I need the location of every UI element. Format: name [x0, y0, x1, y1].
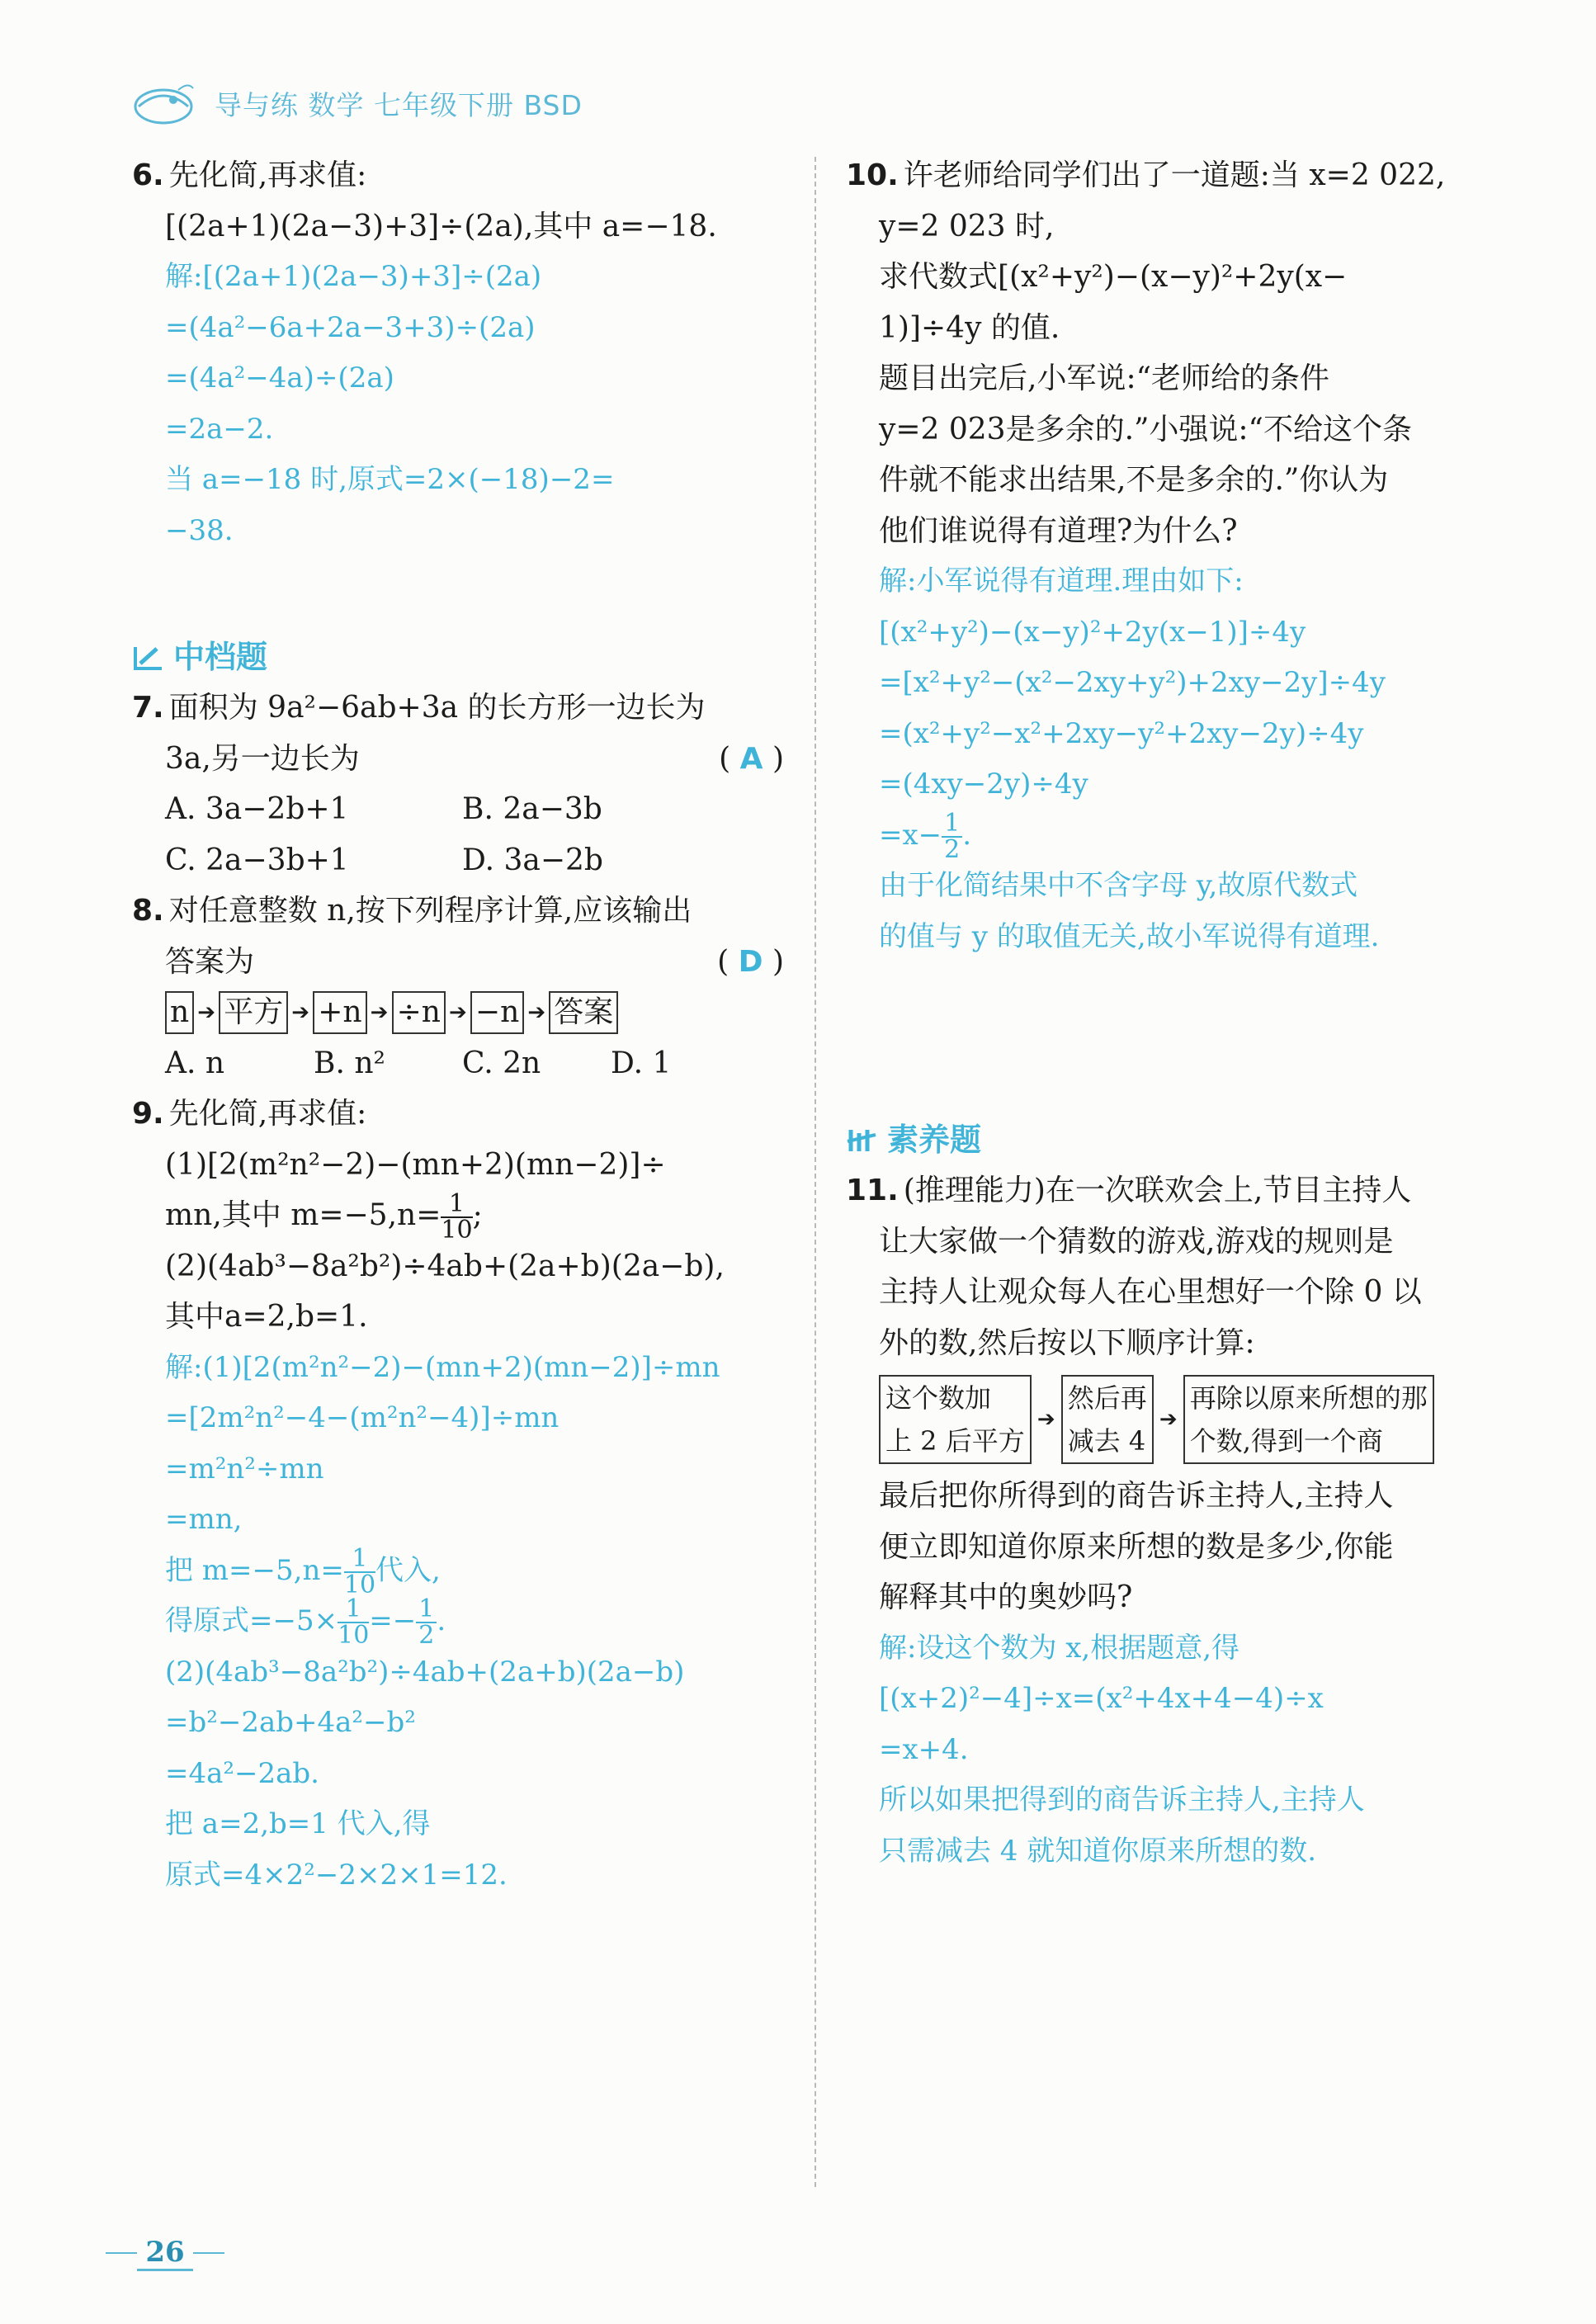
q8-line: 答案为 ( D ): [132, 937, 784, 988]
option: A. 3a−2b+1: [165, 792, 349, 826]
option: D. 1: [611, 1046, 672, 1080]
q10-conclusion-line: 的值与 y 的取值无关,故小军说得有道理.: [879, 919, 1380, 953]
q6-line: [(2a+1)(2a−3)+3]÷(2a),其中 a=−18.: [165, 209, 717, 243]
q6-line: 6. 先化简,再求值:: [132, 158, 367, 192]
pencil-icon: [132, 642, 165, 672]
fraction: $\frac{1}{10}$: [343, 1543, 376, 1599]
q11-line: 11. (推理能力)在一次联欢会上,节目主持人: [846, 1174, 1412, 1207]
q10-line: y=2 023是多余的.”小强说:“不给这个条: [879, 412, 1412, 446]
q6-solution-line: 当 a=−18 时,原式=2×(−18)−2=: [165, 463, 615, 496]
q10-solution-line: =x− $\frac{1}{2}$ .: [879, 808, 972, 864]
fraction: $\frac{1}{2}$: [416, 1597, 437, 1648]
q10-solution-line: =(4xy−2y)÷4y: [879, 768, 1088, 801]
q9-solution-line: 得原式=−5× $\frac{1}{10}$ =− $\frac{1}{2}$ .: [165, 1594, 446, 1650]
q7-line: 7. 面积为 9a²−6ab+3a 的长方形一边长为: [132, 691, 706, 725]
q8-flowchart: [132, 987, 784, 1038]
arrow-right-icon: ➔: [1036, 1407, 1055, 1432]
q9-line: (2)(4ab³−8a²b²)÷4ab+(2a+b)(2a−b),: [165, 1249, 725, 1283]
q11-number: 11.: [846, 1174, 899, 1207]
right-column: [846, 150, 1498, 1877]
arrow-right-icon: ➔: [370, 999, 389, 1025]
q6-solution-line: =(4a²−4a)÷(2a): [165, 361, 394, 394]
option: D. 3a−2b: [462, 843, 603, 877]
option: A. n: [165, 1046, 225, 1080]
q9-solution-line: (2)(4ab³−8a²b²)÷4ab+(2a+b)(2a−b): [165, 1655, 685, 1689]
q10-solution-line: [(x²+y²)−(x−y)²+2y(x−1)]÷4y: [879, 615, 1306, 649]
q10-solution-line: =(x²+y²−x²+2xy−y²+2xy−2y)÷4y: [879, 716, 1364, 750]
q6-solution-line: =2a−2.: [165, 412, 274, 446]
q9-solution-line: =[2m²n²−4−(m²n²−4)]÷mn: [165, 1401, 560, 1434]
q8-options: [132, 1038, 784, 1089]
q7-number: 7.: [132, 691, 164, 725]
q11-solution-line: [(x+2)²−4]÷x=(x²+4x+4−4)÷x: [879, 1682, 1324, 1715]
q9-line: (1)[2(m²n²−2)−(mn+2)(mn−2)]÷: [165, 1147, 666, 1182]
q9-solution-line: 把 m=−5,n= $\frac{1}{10}$ 代入,: [165, 1543, 441, 1599]
q11-flowchart: [846, 1375, 1498, 1464]
q11-line: 最后把你所得到的商告诉主持人,主持人: [879, 1479, 1394, 1513]
q11-line: 解释其中的奥妙吗?: [879, 1580, 1133, 1614]
q10-number: 10.: [846, 158, 899, 192]
arrow-right-icon: ➔: [197, 999, 216, 1025]
column-divider: [815, 157, 816, 2187]
q6-solution-line: =(4a²−6a+2a−3+3)÷(2a): [165, 310, 536, 344]
header: [130, 74, 583, 132]
q11-line: 外的数,然后按以下顺序计算:: [879, 1325, 1255, 1360]
q10-line: y=2 023 时,: [879, 209, 1055, 243]
q7-options: [132, 784, 784, 835]
q10-solution-line: =[x²+y²−(x²−2xy+y²)+2xy−2y]÷4y: [879, 666, 1386, 699]
flow-box: 然后再 减去 4: [1061, 1375, 1154, 1464]
q11-solution-line: 解:设这个数为 x,根据题意,得: [879, 1631, 1240, 1665]
q11-solution-line: 只需减去 4 就知道你原来所想的数.: [879, 1834, 1317, 1868]
section-mid-heading: 中档题: [132, 632, 784, 683]
flow-box: n: [165, 991, 194, 1034]
option: B. n²: [314, 1046, 385, 1080]
q9-solution-line: 解:(1)[2(m²n²−2)−(mn+2)(mn−2)]÷mn: [165, 1350, 720, 1384]
q6-number: 6.: [132, 158, 164, 192]
q11-line: 让大家做一个猜数的游戏,游戏的规则是: [879, 1224, 1394, 1259]
q9-solution-line: =4a²−2ab.: [165, 1756, 319, 1790]
q9-solution-line: =m²n²÷mn: [165, 1452, 324, 1486]
book-logo-icon: [130, 78, 196, 128]
page-number: 26: [99, 2228, 231, 2278]
q11-solution-line: 所以如果把得到的商告诉主持人,主持人: [879, 1783, 1365, 1816]
q7-answer: A: [739, 741, 763, 776]
q11-line: 便立即知道你原来所想的数是多少,你能: [879, 1529, 1394, 1564]
flow-box: ÷n: [392, 991, 446, 1034]
q8-number: 8.: [132, 894, 164, 928]
q10-conclusion-line: 由于化简结果中不含字母 y,故原代数式: [879, 869, 1358, 902]
fraction: $\frac{1}{2}$: [942, 811, 962, 862]
q8-answer: D: [738, 944, 763, 979]
q7-answer-paren: ( A ): [719, 741, 784, 776]
q10-line: 10. 许老师给同学们出了一道题:当 x=2 022,: [846, 158, 1446, 192]
q10-line: 1)]÷4y 的值.: [879, 310, 1060, 345]
flow-box: 答案: [549, 991, 618, 1034]
q7-line: 3a,另一边长为 ( A ): [132, 734, 784, 785]
flow-box: 这个数加 上 2 后平方: [879, 1375, 1032, 1464]
q10-line: 件就不能求出结果,不是多余的.”你认为: [879, 463, 1389, 497]
q9-solution-line: 原式=4×2²−2×2×1=12.: [165, 1858, 508, 1892]
fraction: $\frac{1}{10}$: [441, 1189, 473, 1245]
flow-box: −n: [470, 991, 524, 1034]
q9-solution-line: =b²−2ab+4a²−b²: [165, 1706, 416, 1739]
flow-box: 再除以原来所想的那 个数,得到一个商: [1183, 1375, 1434, 1464]
q6-solution-line: −38.: [165, 513, 234, 547]
q8-line: 8. 对任意整数 n,按下列程序计算,应该输出: [132, 894, 692, 928]
arrow-right-icon: ➔: [291, 999, 310, 1025]
q8-answer-paren: ( D ): [717, 944, 784, 979]
header-title: 导与练 数学 七年级下册 BSD: [215, 88, 583, 121]
flow-box: +n: [313, 991, 366, 1034]
q10-line: 求代数式[(x²+y²)−(x−y)²+2y(x−: [879, 260, 1348, 294]
q7-options: [132, 835, 784, 886]
arrow-right-icon: ➔: [527, 999, 546, 1025]
arrow-right-icon: ➔: [449, 999, 467, 1025]
q10-solution-line: 解:小军说得有道理.理由如下:: [879, 564, 1244, 598]
q9-number: 9.: [132, 1097, 164, 1131]
section-core-heading: 素养题: [846, 1115, 1498, 1166]
q9-line: 其中a=2,b=1.: [165, 1300, 368, 1334]
q9-line: 9. 先化简,再求值:: [132, 1097, 367, 1131]
option: B. 2a−3b: [462, 792, 602, 826]
bars-icon: [846, 1125, 879, 1155]
q9-line: mn,其中 m=−5,n= $\frac{1}{10}$ ;: [165, 1189, 483, 1245]
q11-line: 主持人让观众每人在心里想好一个除 0 以: [879, 1275, 1422, 1309]
q9-solution-line: =mn,: [165, 1503, 243, 1536]
left-column: [132, 150, 784, 1901]
q11-solution-line: =x+4.: [879, 1732, 969, 1766]
flow-box: 平方: [219, 991, 288, 1034]
fraction: $\frac{1}{10}$: [338, 1594, 370, 1650]
q10-line: 他们谁说得有道理?为什么?: [879, 513, 1238, 548]
q9-solution-line: 把 a=2,b=1 代入,得: [165, 1807, 431, 1840]
arrow-right-icon: ➔: [1159, 1407, 1178, 1432]
q10-line: 题目出完后,小军说:“老师给的条件: [879, 361, 1329, 395]
q6-solution-line: 解:[(2a+1)(2a−3)+3]÷(2a): [165, 260, 542, 293]
option: C. 2n: [462, 1046, 541, 1080]
option: C. 2a−3b+1: [165, 843, 349, 877]
